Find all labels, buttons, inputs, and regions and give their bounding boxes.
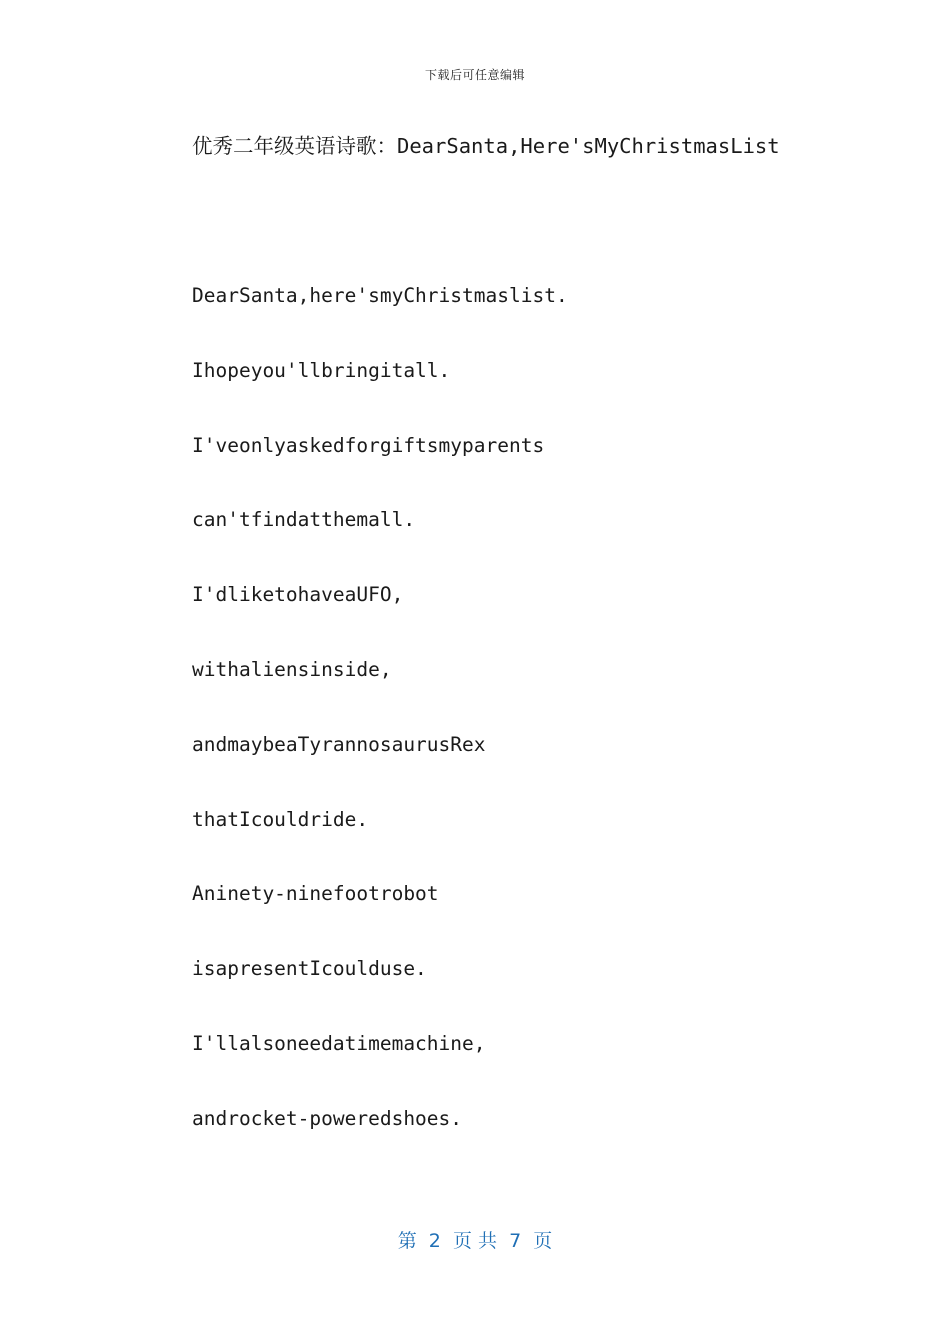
header-note: 下载后可任意编辑 [424,68,525,82]
poem-line: thatIcouldride. [192,807,369,831]
document-title: 优秀二年级英语诗歌：DearSanta,Here'sMyChristmasList [192,134,780,158]
poem-body [192,281,892,1179]
poem-line: DearSanta,here'smyChristmaslist. [192,284,568,307]
poem-line: withaliensinside, [192,657,392,681]
page-number-footer: 第 2 页 共 7 页 [397,1230,553,1252]
poem-line: isapresentIcoulduse. [192,957,427,981]
poem-line: can'tfindatthemall. [192,508,416,532]
poem-line: andmaybeaTyrannosaurusRex [192,732,486,756]
poem-line: I'veonlyaskedforgiftsmyparents [192,433,545,457]
poem-line: I'dliketohaveaUFO, [192,583,404,607]
poem-line: Ihopeyou'llbringitall. [192,358,451,382]
poem-line: androcket-poweredshoes. [192,1106,463,1130]
poem-line: I'llalsoneedatimemachine, [192,1031,486,1055]
poem-line: Aninety-ninefootrobot [192,882,439,906]
